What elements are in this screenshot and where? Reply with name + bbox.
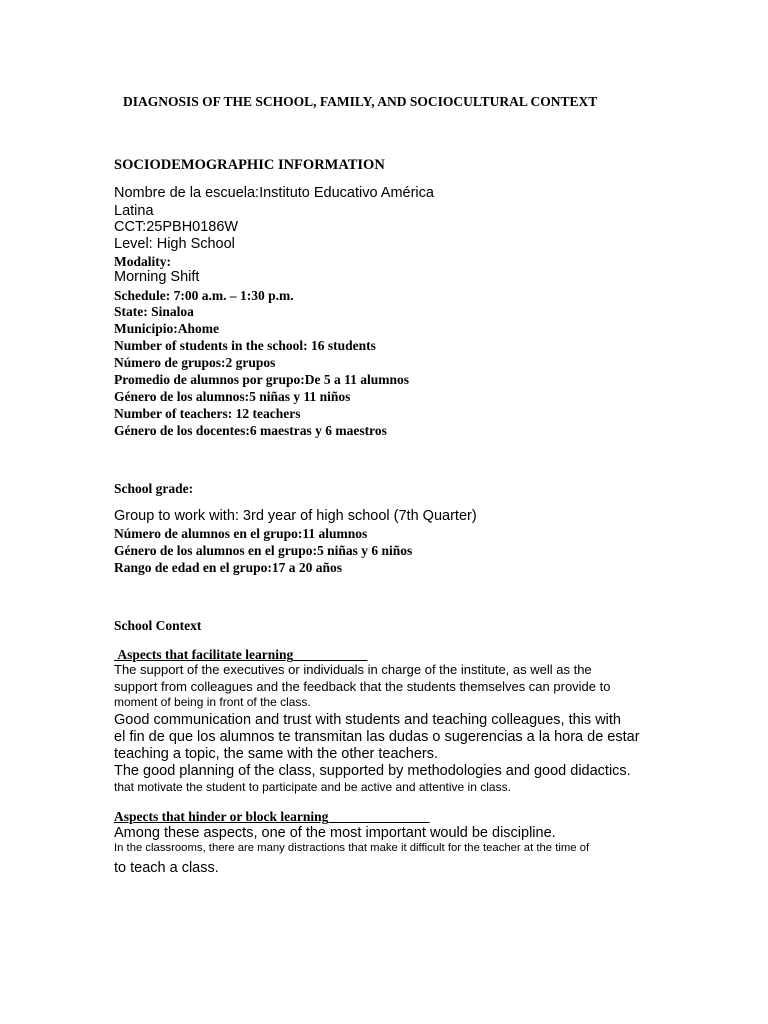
sociodemographic-heading: SOCIODEMOGRAPHIC INFORMATION xyxy=(114,157,385,173)
communication-line-3: teaching a topic, the same with the other teachers. xyxy=(114,746,439,762)
municipio-line: Municipio:Ahome xyxy=(114,321,220,336)
hinder-heading-row xyxy=(114,809,430,825)
modality-label: Modality: xyxy=(114,254,171,269)
level-line: Level: High School xyxy=(114,236,235,252)
document-title: DIAGNOSIS OF THE SCHOOL, FAMILY, AND SOCIOCULTURAL CONTEXT xyxy=(123,94,598,109)
motivate-line: that motivate the student to participate and be active and attentive in class. xyxy=(114,780,511,794)
teachers-gender-line: Género de los docentes:6 maestras y 6 maestros xyxy=(114,423,387,438)
school-context-heading: School Context xyxy=(114,618,202,633)
students-line: Number of students in the school: 16 students xyxy=(114,338,376,353)
school-grade-heading: School grade: xyxy=(114,481,194,496)
cct-line: CCT:25PBH0186W xyxy=(114,219,239,235)
group-gender-line: Género de los alumnos en el grupo:5 niñas y 6 niños xyxy=(114,543,413,558)
avg-students-line: Promedio de alumnos por grupo:De 5 a 11 alumnos xyxy=(114,372,410,387)
hinder-heading: Aspects that hinder or block learning xyxy=(114,809,329,824)
facilitate-heading-row xyxy=(114,647,367,663)
communication-line-4: The good planning of the class, supported by methodologies and good didactics. xyxy=(114,763,631,779)
hinder-underline-trail xyxy=(328,809,429,824)
facilitate-heading: Aspects that facilitate learning xyxy=(117,647,294,662)
schedule-line: Schedule: 7:00 a.m. – 1:30 p.m. xyxy=(114,288,294,303)
discipline-line: Among these aspects, one of the most important would be discipline. xyxy=(114,825,556,841)
group-students-line: Número de alumnos en el grupo:11 alumnos xyxy=(114,526,368,541)
teach-line: to teach a class. xyxy=(114,860,219,876)
facilitate-line-2: support from colleagues and the feedback that the students themselves can provide to xyxy=(114,679,611,694)
age-range-line: Rango de edad en el grupo:17 a 20 años xyxy=(114,560,343,575)
school-name-line2: Latina xyxy=(114,203,154,219)
facilitate-line-1: The support of the executives or individuals in charge of the institute, as well as the xyxy=(114,662,592,677)
groups-line: Número de grupos:2 grupos xyxy=(114,355,276,370)
teachers-line: Number of teachers: 12 teachers xyxy=(114,406,301,421)
communication-line-2: el fin de que los alumnos te transmitan las dudas o sugerencias a la hora de estar xyxy=(114,729,640,745)
school-name-line1: Nombre de la escuela:Instituto Educativo América xyxy=(114,185,434,201)
distractions-line: In the classrooms, there are many distractions that make it difficult for the teacher at the time of xyxy=(114,842,590,854)
facilitate-underline-trail xyxy=(293,647,367,662)
state-line: State: Sinaloa xyxy=(114,304,194,319)
students-gender-line: Género de los alumnos:5 niñas y 11 niños xyxy=(114,389,351,404)
group-line: Group to work with: 3rd year of high school (7th Quarter) xyxy=(114,508,477,524)
facilitate-line-3: moment of being in front of the class. xyxy=(114,695,311,709)
modality-value: Morning Shift xyxy=(114,269,200,285)
communication-line-1: Good communication and trust with students and teaching colleagues, this with xyxy=(114,712,621,728)
